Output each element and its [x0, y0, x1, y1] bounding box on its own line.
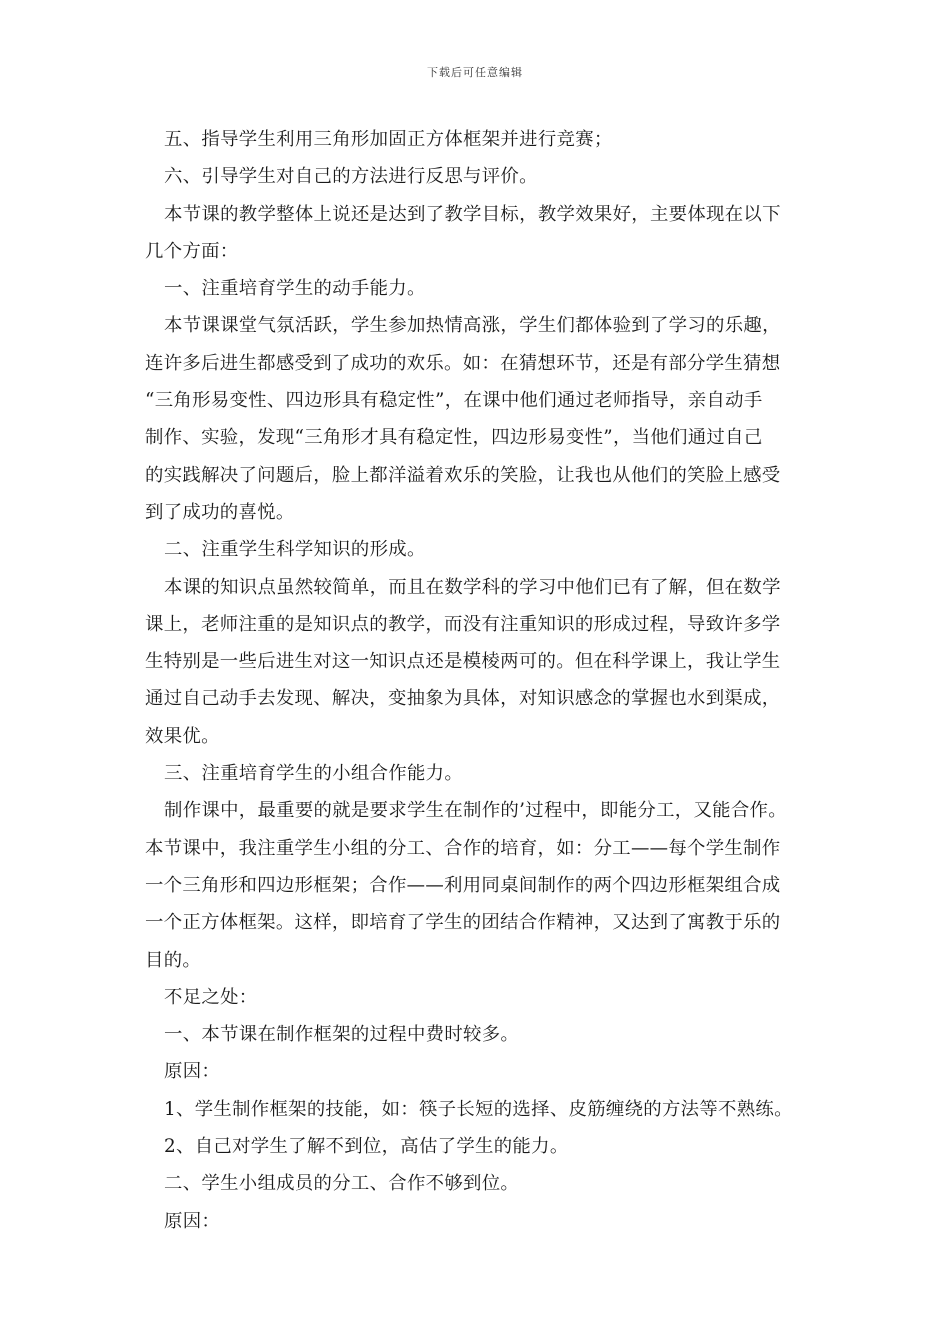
text-line: 到了成功的喜悦。 — [145, 501, 295, 523]
text-line: 通过自己动手去发现、解决，变抽象为具体，对知识感念的掌握也水到渠成， — [145, 688, 781, 710]
text-line: 本节课中，我注重学生小组的分工、合作的培育，如：分工——每个学生制作 — [145, 837, 781, 859]
text-line: 的实践解决了问题后，脸上都洋溢着欢乐的笑脸，让我也从他们的笑脸上感受 — [145, 464, 781, 486]
text-line: 不足之处： — [164, 986, 258, 1008]
text-line: 效果优。 — [145, 725, 220, 747]
text-line: 五、指导学生利用三角形加固正方体框架并进行竞赛； — [164, 129, 613, 150]
text-line: 三、注重培育学生的小组合作能力。 — [164, 763, 464, 785]
text-line: 连许多后进生都感受到了成功的欢乐。如：在猜想环节，还是有部分学生猜想 — [145, 352, 781, 374]
text-line: 制作、实验，发现“三角形才具有稳定性，四边形易变性”，当他们通过自己 — [145, 427, 763, 449]
text-line: 制作课中，最重要的就是要求学生在制作的’过程中，即能分工，又能合作。 — [164, 800, 787, 822]
text-line: 一个正方体框架。这样，即培育了学生的团结合作精神，又达到了寓教于乐的 — [145, 912, 781, 934]
text-line: “三角形易变性、四边形具有稳定性”，在课中他们通过老师指导，亲自动手 — [145, 390, 763, 412]
text-line: 本节课的教学整体上说还是达到了教学目标，教学效果好，主要体现在以下 — [164, 203, 781, 225]
text-line: 本课的知识点虽然较简单，而且在数学科的学习中他们已有了解，但在数学 — [164, 576, 781, 598]
text-line: 几个方面： — [145, 240, 239, 262]
text-line: 一、注重培育学生的动手能力。 — [164, 278, 426, 300]
text-line: 二、注重学生科学知识的形成。 — [164, 539, 426, 561]
text-line: 原因： — [164, 1061, 221, 1083]
text-line: 2、自己对学生了解不到位，高估了学生的能力。 — [164, 1136, 569, 1158]
text-line: 生特别是一些后进生对这一知识点还是模棱两可的。但在科学课上，我让学生 — [145, 651, 781, 673]
text-line: 六、引导学生对自己的方法进行反思与评价。 — [164, 166, 538, 188]
document-body — [145, 121, 815, 1240]
text-line: 一个三角形和四边形框架；合作——利用同桌间制作的两个四边形框架组合成 — [145, 874, 781, 896]
text-line: 1、学生制作框架的技能，如：筷子长短的选择、皮筋缠绕的方法等不熟练。 — [164, 1098, 793, 1120]
text-line: 原因： — [164, 1210, 221, 1232]
text-line: 课上，老师注重的是知识点的教学，而没有注重知识的形成过程，导致许多学 — [145, 613, 781, 635]
text-line: 二、学生小组成员的分工、合作不够到位。 — [164, 1173, 520, 1195]
text-line: 本节课课堂气氛活跃，学生参加热情高涨，学生们都体验到了学习的乐趣， — [164, 315, 781, 337]
page-header-note: 下载后可任意编辑 — [427, 66, 523, 79]
text-line: 目的。 — [145, 949, 202, 971]
text-line: 一、本节课在制作框架的过程中费时较多。 — [164, 1024, 520, 1046]
